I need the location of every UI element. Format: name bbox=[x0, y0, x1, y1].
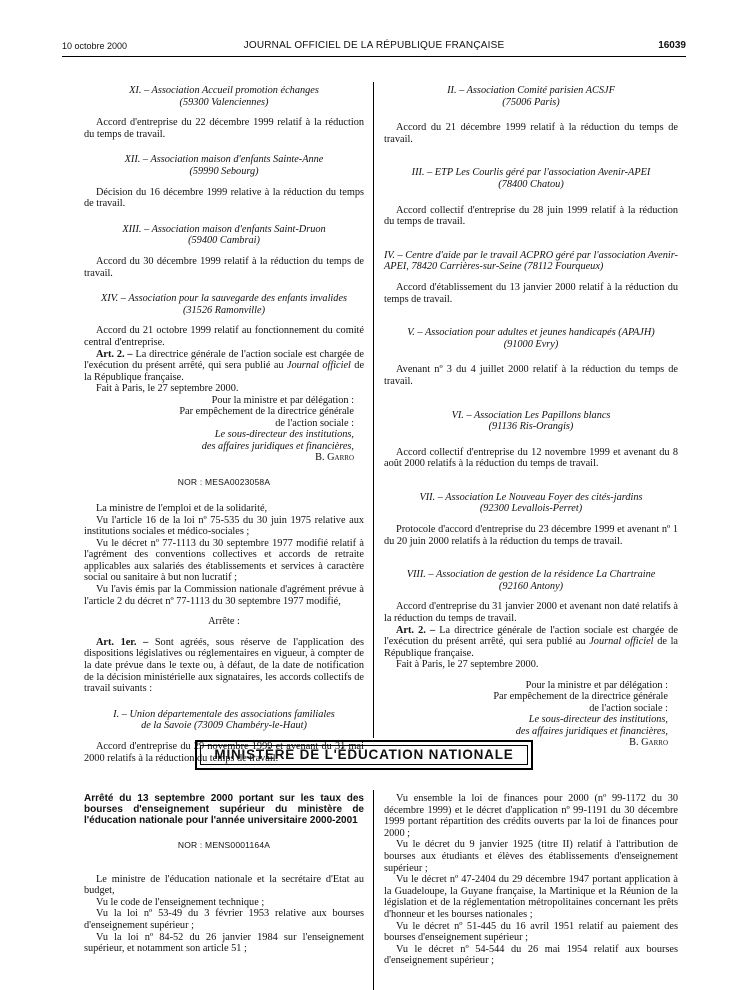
bottom-left-p3: Vu la loi nº 53-49 du 3 février 1953 relative aux bourses d'enseignement supérieur ; bbox=[84, 908, 364, 931]
assoc-i-text: Accord d'entreprise du 29 novembre 1999 et avenant du 31 mai 2000 relatifs à la réduction du temps de travail. bbox=[84, 741, 364, 764]
assoc-xiv-text: Accord du 21 octobre 1999 relatif au fonctionnement du comité central d'entreprise. bbox=[84, 325, 364, 348]
assoc-xiv-heading: XIV. – Association pour la sauvegarde des enfants invalides (31526 Ramonville) bbox=[100, 293, 348, 316]
journal-title: JOURNAL OFFICIEL DE LA RÉPUBLIQUE FRANÇAISE bbox=[243, 40, 505, 51]
nor-reference: NOR : MESA0023058A bbox=[177, 477, 271, 488]
preamble-vu-1: Vu l'article 16 de la loi nº 75-535 du 30 juin 1975 relative aux institutions sociales et médico-sociales ; bbox=[84, 514, 364, 538]
assoc-v-text: Avenant nº 3 du 4 juillet 2000 relatif à la réduction du temps de travail. bbox=[384, 364, 678, 387]
bottom-left-p4: Vu la loi nº 84-52 du 26 janvier 1984 sur l'enseignement supérieur, et notamment son article 51 ; bbox=[84, 931, 364, 955]
page-number: 16039 bbox=[658, 40, 686, 51]
arrete-title: Arrêté du 13 septembre 2000 portant sur les taux des bourses d'enseignement supérieur du ministère de l'éducation nationale pour l'année universitaire 2000-2001 bbox=[84, 793, 364, 826]
assoc-xiii-heading: XIII. – Association maison d'enfants Saint-Druon (59400 Cambrai) bbox=[122, 223, 326, 247]
bottom-right-p2: Vu le décret du 9 janvier 1925 (titre II) relatif à l'attribution de bourses aux étudiants et élèves des établissements d'enseignement supérieur ; bbox=[384, 839, 678, 874]
nor-reference-education: NOR : MENS0001164A bbox=[177, 840, 271, 850]
article-2-paragraph: Art. 2. – La directrice générale de l'action sociale est chargée de l'exécution du présent arrêté, qui sera publié au Journal officiel de la République française. bbox=[84, 348, 365, 383]
assoc-i-heading: I. – Union départementale des associations familiales de la Savoie (73009 Chambéry-le-Haut) bbox=[113, 708, 335, 732]
arrete-label: Arrête : bbox=[208, 616, 240, 628]
assoc-xii-heading: XII. – Association maison d'enfants Sainte-Anne (59990 Sebourg) bbox=[124, 154, 324, 177]
issue-date: 10 octobre 2000 bbox=[62, 41, 128, 51]
bottom-right-p5: Vu le décret nº 54-544 du 26 mai 1954 relatif aux bourses d'enseignement supérieur ; bbox=[384, 943, 678, 967]
bottom-left-p2: Vu le code de l'enseignement technique ; bbox=[96, 896, 265, 908]
assoc-v-heading: V. – Association pour adultes et jeunes handicapés (APAJH) (91000 Evry) bbox=[407, 327, 655, 350]
assoc-viii-heading: VIII. – Association de gestion de la résidence La Chartraine (92160 Antony) bbox=[406, 569, 656, 592]
bottom-right-column bbox=[384, 793, 678, 967]
signature-block: Pour la ministre et par délégation : Par empêchement de la directrice générale de l'action sociale : Le sous-directeur des institutions, des affaires juridiques et financières, B. Garro bbox=[179, 394, 354, 463]
assoc-ii-heading: II. – Association Comité parisien ACSJF (75006 Paris) bbox=[447, 85, 615, 108]
bottom-left-p1: Le ministre de l'éducation nationale et la secrétaire d'Etat au budget, bbox=[84, 873, 364, 897]
assoc-vii-heading: VII. – Association Le Nouveau Foyer des cités-jardins (92300 Levallois-Perret) bbox=[419, 491, 643, 515]
assoc-iii-text: Accord collectif d'entreprise du 28 juin 1999 relatif à la réduction du temps de travail. bbox=[384, 204, 678, 228]
column-divider-bottom bbox=[373, 790, 374, 990]
assoc-xi-text: Accord d'entreprise du 22 décembre 1999 relatif à la réduction du temps de travail. bbox=[84, 117, 364, 140]
assoc-iii-heading: III. – ETP Les Courlis géré par l'association Avenir-APEI (78400 Chatou) bbox=[411, 167, 651, 190]
assoc-ii-text: Accord du 21 décembre 1999 relatif à la réduction du temps de travail. bbox=[384, 122, 678, 145]
ministry-banner bbox=[195, 740, 533, 770]
bottom-right-p4: Vu le décret nº 51-445 du 16 avril 1951 relatif au paiement des bourses d'enseignement supérieur ; bbox=[384, 920, 678, 944]
bottom-right-p3: Vu le décret nº 47-2404 du 29 décembre 1947 portant application à la Guadeloupe, la Guyane française, la Martinique et la Réunion de la législation et de la réglementation métropolitaines concernant les prêts d'honneur et les bourses nationales ; bbox=[384, 874, 678, 920]
assoc-vii-text: Protocole d'accord d'entreprise du 23 décembre 1999 et avenant nº 1 du 20 juin 2000 relatifs à la réduction du temps de travail. bbox=[384, 524, 678, 547]
ministry-banner-title: MINISTÈRE DE L'ÉDUCATION NATIONALE bbox=[200, 745, 528, 765]
article-1-paragraph: Art. 1er. – Sont agréés, sous réserve de l'application des dispositions législatives ou réglementaires en vigueur, à compter de la date prévue dans le texte ou, à défaut, de la date de notification de la décision ministérielle aux signataires, les accords collectifs de travail suivants : bbox=[84, 636, 365, 695]
article-2-paragraph-right: Art. 2. – La directrice générale de l'action sociale est chargée de l'exécution du présent arrêté, qui sera publié au Journal officiel de la République française. bbox=[384, 624, 678, 659]
fait-a-paris: Fait à Paris, le 27 septembre 2000. bbox=[96, 383, 239, 395]
left-column bbox=[84, 85, 364, 764]
page-header bbox=[62, 40, 686, 57]
preamble-ministre: La ministre de l'emploi et de la solidarité, bbox=[96, 502, 268, 514]
assoc-xiii-text: Accord du 30 décembre 1999 relatif à la réduction du temps de travail. bbox=[84, 255, 364, 279]
fait-a-paris-right: Fait à Paris, le 27 septembre 2000. bbox=[396, 659, 539, 671]
assoc-iv-heading: IV. – Centre d'aide par le travail ACPRO géré par l'association Avenir-APEI, 78420 Carrières-sur-Seine (78112 Fourqueux) bbox=[384, 249, 678, 273]
assoc-vi-heading: VI. – Association Les Papillons blancs (91136 Ris-Orangis) bbox=[451, 409, 611, 433]
assoc-vi-text: Accord collectif d'entreprise du 12 novembre 1999 et avenant du 8 août 2000 relatifs à la réduction du temps de travail. bbox=[384, 446, 678, 470]
preamble-vu-2: Vu le décret nº 77-1113 du 30 septembre 1977 modifié relatif à l'agrément des conventions collectives et accords de retraite applicables aux salariés des établissements et services à caractère social ou sanitaire à but non lucratif ; bbox=[84, 537, 364, 584]
assoc-xi-heading: XI. – Association Accueil promotion échanges (59300 Valenciennes) bbox=[129, 85, 319, 108]
assoc-iv-text: Accord d'établissement du 13 janvier 2000 relatif à la réduction du temps de travail. bbox=[384, 281, 678, 305]
bottom-right-p1: Vu ensemble la loi de finances pour 2000 (nº 99-1172 du 30 décembre 1999) et le décret d'application nº 99-1191 du 30 décembre 1999 portant répartition des crédits ouverts par la loi de finances pour 2000 ; bbox=[384, 793, 678, 839]
right-column bbox=[384, 85, 678, 748]
assoc-xii-text: Décision du 16 décembre 1999 relative à la réduction du temps de travail. bbox=[84, 186, 364, 210]
column-divider bbox=[373, 82, 374, 738]
assoc-viii-text: Accord d'entreprise du 31 janvier 2000 et avenant non daté relatifs à la réduction du temps de travail. bbox=[384, 601, 678, 625]
bottom-left-column bbox=[84, 793, 364, 955]
signature-block-right: Pour la ministre et par délégation : Par empêchement de la directrice générale de l'action sociale : Le sous-directeur des institutions, des affaires juridiques et financières, B. Garro bbox=[493, 680, 668, 749]
preamble-vu-3: Vu l'avis émis par la Commission nationale d'agrément prévue à l'article 2 du décret nº 77-1113 du 30 septembre 1977 modifié, bbox=[84, 584, 364, 607]
